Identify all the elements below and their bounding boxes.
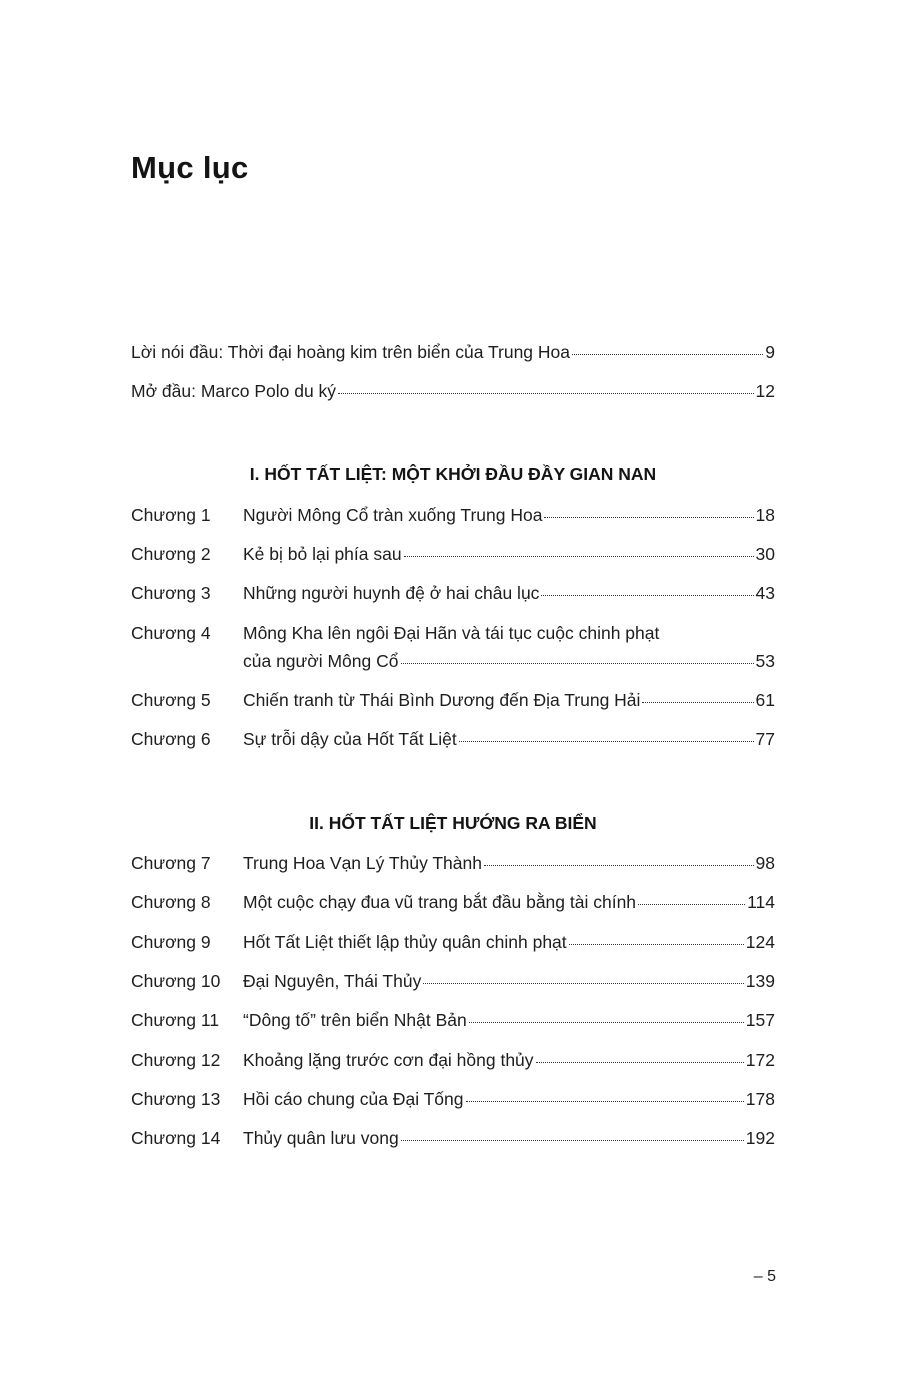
toc-entry-chapter-9[interactable] [131, 927, 775, 957]
chapter-label: Chương 7 [131, 853, 211, 873]
toc-entry-prologue[interactable] [131, 376, 775, 406]
chapter-label: Chương 12 [131, 1050, 221, 1070]
entry-text: Hồi cáo chung của Đại Tống [243, 1089, 464, 1109]
part-heading-2: II. HỐT TẤT LIỆT HƯỚNG RA BIỂN [309, 813, 597, 833]
entry-text: Sự trỗi dậy của Hốt Tất Liệt [243, 729, 457, 749]
entry-text: Chiến tranh từ Thái Bình Dương đến Địa Trung Hải [243, 690, 641, 710]
entry-page: 12 [755, 381, 775, 401]
entry-page: 18 [755, 505, 775, 525]
toc-entry-chapter-4[interactable] [131, 618, 775, 678]
entry-page: 178 [745, 1089, 775, 1109]
dot-leader [638, 902, 745, 905]
entry-text: Thủy quân lưu vong [243, 1128, 399, 1148]
entry-page: 77 [755, 729, 775, 749]
toc-entry-chapter-13[interactable] [131, 1084, 775, 1114]
toc-entry-preface[interactable] [131, 337, 775, 367]
chapter-label: Chương 14 [131, 1128, 221, 1148]
toc-entry-chapter-7[interactable] [131, 848, 775, 878]
chapter-label: Chương 13 [131, 1089, 221, 1109]
entry-text: Trung Hoa Vạn Lý Thủy Thành [243, 853, 482, 873]
toc-entry-chapter-10[interactable] [131, 966, 775, 996]
chapter-label: Chương 11 [131, 1010, 220, 1030]
entry-text: Kẻ bị bỏ lại phía sau [243, 544, 402, 564]
toc-entry-chapter-8[interactable] [131, 887, 775, 917]
chapter-label: Chương 9 [131, 932, 211, 952]
chapter-label: Chương 10 [131, 971, 221, 991]
dot-leader [536, 1060, 744, 1063]
entry-text: Hốt Tất Liệt thiết lập thủy quân chinh phạt [243, 932, 567, 952]
dot-leader [423, 981, 743, 984]
entry-text: Đại Nguyên, Thái Thủy [243, 971, 422, 991]
dot-leader [642, 700, 753, 703]
entry-page: 61 [755, 690, 775, 710]
chapter-label: Chương 3 [131, 583, 211, 603]
page-title: Mục lục [131, 150, 249, 185]
chapter-label: Chương 8 [131, 892, 211, 912]
entry-page: 98 [755, 853, 775, 873]
chapter-label: Chương 6 [131, 729, 211, 749]
entry-page: 43 [755, 583, 775, 603]
dot-leader [484, 863, 754, 866]
toc-entry-chapter-11[interactable] [131, 1005, 775, 1035]
toc-entry-chapter-3[interactable] [131, 578, 775, 608]
entry-text: Khoảng lặng trước cơn đại hồng thủy [243, 1050, 534, 1070]
toc-entry-chapter-12[interactable] [131, 1045, 775, 1075]
dot-leader [404, 554, 754, 557]
toc-entry-chapter-1[interactable] [131, 500, 775, 530]
entry-page: 30 [755, 544, 775, 564]
entry-page: 9 [765, 342, 775, 362]
dot-leader [572, 352, 763, 355]
part-heading-1: I. HỐT TẤT LIỆT: MỘT KHỞI ĐẦU ĐẦY GIAN NAN [249, 464, 657, 484]
entry-text-continued: của người Mông Cổ [243, 651, 399, 671]
dot-leader [401, 1138, 744, 1141]
entry-page: 172 [745, 1050, 775, 1070]
dot-leader [544, 515, 753, 518]
toc-entry-chapter-5[interactable] [131, 685, 775, 715]
toc-entry-chapter-2[interactable] [131, 539, 775, 569]
entry-page: 114 [747, 892, 775, 912]
dot-leader [338, 391, 753, 394]
entry-text: Một cuộc chạy đua vũ trang bắt đầu bằng tài chính [243, 892, 637, 912]
chapter-label: Chương 2 [131, 544, 211, 564]
entry-page: 124 [745, 932, 775, 952]
toc-entry-chapter-14[interactable] [131, 1123, 775, 1153]
dot-leader [469, 1020, 744, 1023]
dot-leader [466, 1099, 744, 1102]
chapter-label: Chương 1 [131, 505, 211, 525]
chapter-label: Chương 4 [131, 623, 211, 643]
entry-text: “Dông tố” trên biển Nhật Bản [243, 1010, 467, 1030]
entry-text: Những người huynh đệ ở hai châu lục [243, 583, 540, 603]
chapter-label: Chương 5 [131, 690, 211, 710]
dot-leader [401, 661, 754, 664]
dot-leader [459, 739, 754, 742]
entry-page: 139 [745, 971, 775, 991]
entry-page: 192 [745, 1128, 775, 1148]
entry-page: 53 [755, 651, 775, 671]
entry-page: 157 [745, 1010, 775, 1030]
entry-text: Người Mông Cổ tràn xuống Trung Hoa [243, 505, 543, 525]
entry-text: Lời nói đầu: Thời đại hoàng kim trên biển của Trung Hoa [131, 342, 571, 362]
entry-text: Mở đầu: Marco Polo du ký [131, 381, 337, 401]
toc-entry-chapter-6[interactable] [131, 724, 775, 754]
page-number: – 5 [753, 1268, 776, 1285]
dot-leader [541, 593, 753, 596]
entry-text: Mông Kha lên ngôi Đại Hãn và tái tục cuộc chinh phạt [243, 623, 660, 643]
dot-leader [569, 942, 744, 945]
